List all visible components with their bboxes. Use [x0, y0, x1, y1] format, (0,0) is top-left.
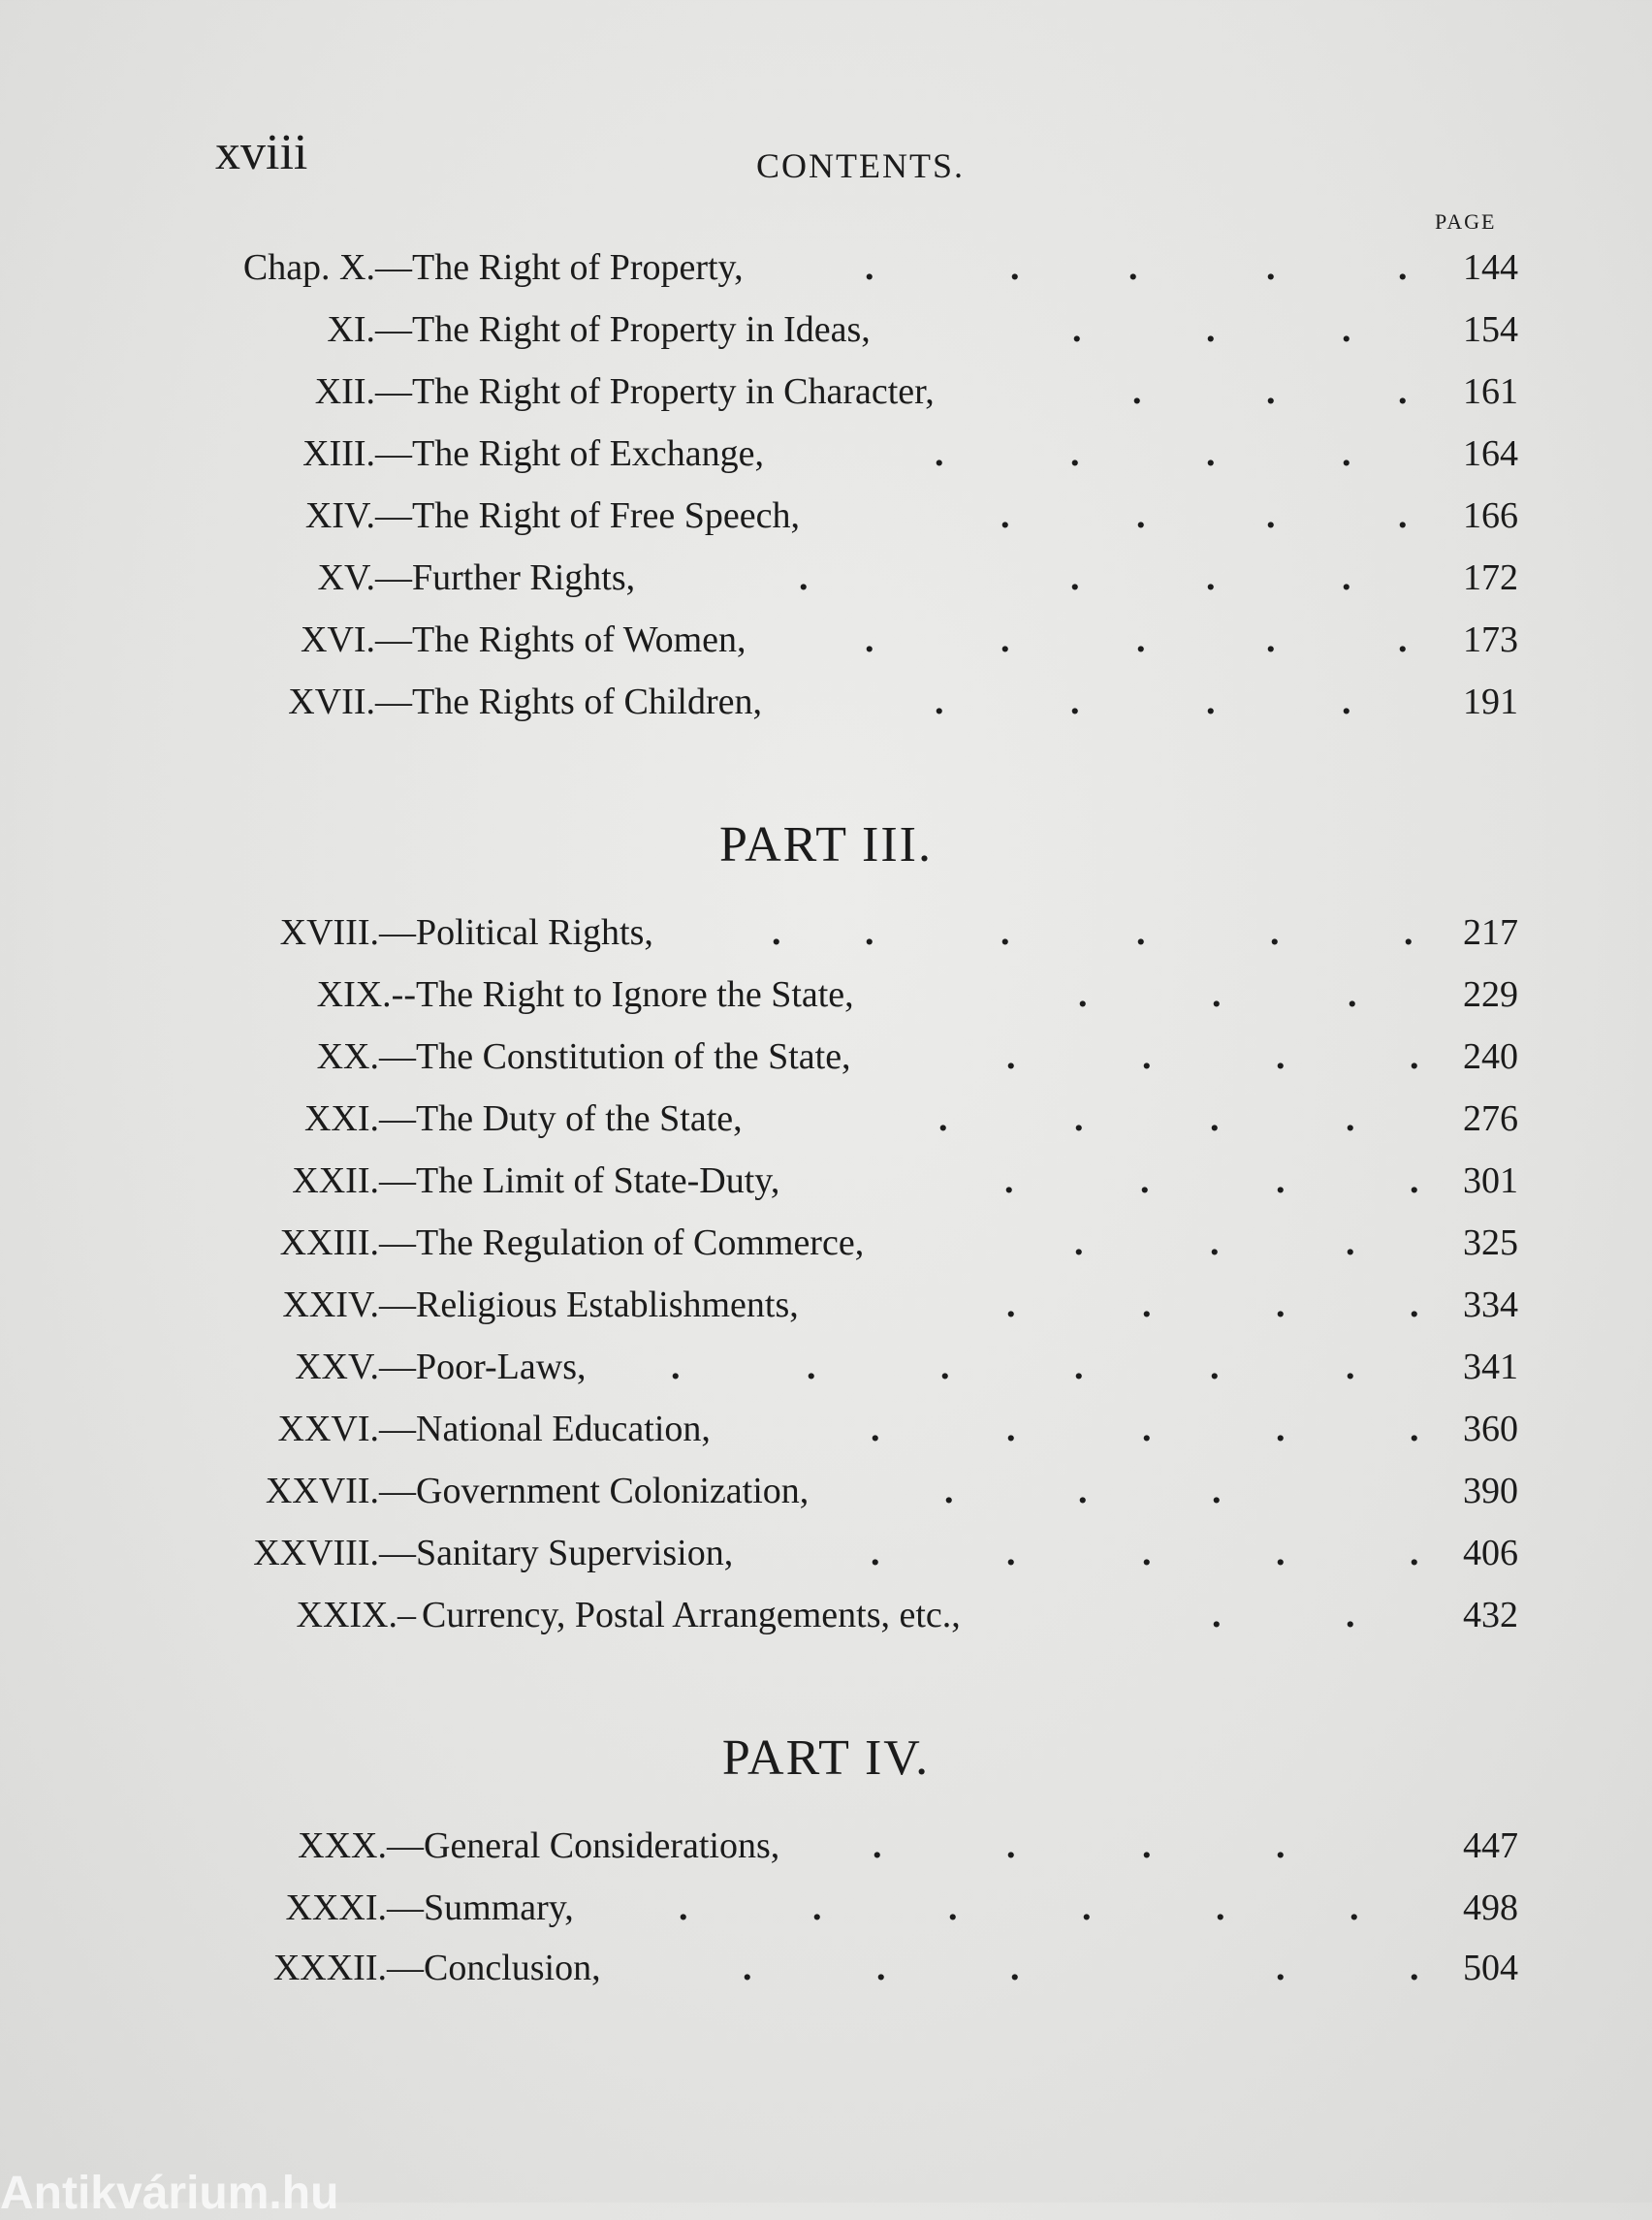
leader-dots: . . . . .: [865, 247, 1408, 288]
toc-entry: [0, 681, 1652, 735]
chapter-title: Summary,: [424, 1887, 574, 1928]
chapter-number: XV.—: [317, 557, 412, 598]
page-ref: 191: [1463, 682, 1518, 722]
toc-entry: [0, 1408, 1652, 1462]
leader-dots: . . . .: [1004, 1160, 1419, 1201]
chapter-title: Poor-Laws,: [416, 1347, 587, 1387]
page-ref: 406: [1463, 1533, 1518, 1573]
leader-dots: . . . . .: [865, 619, 1408, 660]
chapter-title: Sanitary Supervision,: [416, 1533, 734, 1573]
chapter-number: XXVII.—: [265, 1471, 416, 1511]
toc-entry: [0, 1346, 1652, 1400]
page-ref: 301: [1463, 1160, 1518, 1201]
toc-entry: [0, 973, 1652, 1028]
chapter-number: XXXI.—: [285, 1887, 424, 1928]
toc-entry: [0, 1947, 1652, 2001]
chapter-number: XI.—: [327, 309, 412, 350]
chapter-title: Government Colonization,: [416, 1471, 810, 1511]
leader-dots: . . . .: [935, 682, 1351, 722]
leader-dots: . . . . . .: [772, 912, 1414, 953]
page-ref: 390: [1463, 1471, 1518, 1511]
chapter-title: General Considerations,: [424, 1825, 780, 1866]
page-ref: 161: [1463, 371, 1518, 412]
chapter-number: XVIII.—: [279, 912, 416, 953]
leader-dots: . . . .: [1001, 495, 1408, 536]
chapter-number: Chap. X.—: [242, 247, 412, 288]
chapter-number: XXII.—: [292, 1160, 416, 1201]
page-ref: 172: [1463, 557, 1518, 598]
chapter-title: The Rights of Women,: [412, 619, 747, 660]
page-ref: 432: [1463, 1595, 1518, 1635]
chapter-number: XXI.—: [303, 1098, 416, 1139]
chapter-number: XXX.—: [298, 1825, 424, 1866]
part-iv-heading: PART IV.: [721, 1730, 931, 1786]
leader-dots: . . .: [944, 1471, 1222, 1511]
toc-entry: [0, 1159, 1652, 1214]
chapter-number: XVII.—: [288, 682, 412, 722]
chapter-number: XXVIII.—: [253, 1533, 416, 1573]
chapter-number: XXVI.—: [277, 1409, 416, 1449]
page-ref: 341: [1463, 1347, 1518, 1387]
page-number: xviii: [215, 125, 308, 180]
page-ref: 229: [1463, 974, 1518, 1015]
page-column-label: PAGE: [1435, 209, 1497, 234]
chapter-number: XXIV.—: [282, 1284, 416, 1325]
chapter-number: XVI.—: [300, 619, 412, 660]
leader-dots: . .: [1212, 1595, 1355, 1635]
chapter-number: XXIII.—: [279, 1222, 416, 1263]
chapter-title: The Right of Property in Ideas,: [412, 309, 871, 350]
leader-dots: . . .: [1132, 371, 1408, 412]
toc-entry: [0, 1284, 1652, 1338]
leader-dots: . . . .: [1006, 1284, 1419, 1325]
leader-dots: . . . . .: [743, 1948, 1419, 1988]
page-ref: 166: [1463, 495, 1518, 536]
leader-dots: . . . . . .: [671, 1347, 1355, 1387]
page-ref: 360: [1463, 1409, 1518, 1449]
chapter-title: Currency, Postal Arrangements, etc.,: [422, 1595, 961, 1635]
toc-entry: [0, 494, 1652, 549]
leader-dots: . . .: [1072, 309, 1351, 350]
leader-dots: . . . . .: [871, 1533, 1419, 1573]
leader-dots: . . . .: [1006, 1036, 1419, 1077]
page-ref: 504: [1463, 1948, 1518, 1988]
toc-entry: [0, 246, 1652, 301]
watermark: Antikvárium.hu: [0, 2168, 339, 2219]
leader-dots: . . . . . .: [679, 1887, 1359, 1928]
chapter-title: The Duty of the State,: [416, 1098, 743, 1139]
toc-entry: [0, 618, 1652, 673]
chapter-number: XIV.—: [304, 495, 412, 536]
toc-entry: [0, 1097, 1652, 1152]
chapter-number: XX.—: [316, 1036, 416, 1077]
toc-entry: [0, 432, 1652, 487]
toc-entry: [0, 1594, 1652, 1648]
chapter-title: The Right of Exchange,: [412, 433, 765, 474]
page-ref: 173: [1463, 619, 1518, 660]
page-ref: 325: [1463, 1222, 1518, 1263]
chapter-number: XII.—: [314, 371, 412, 412]
toc-entry: [0, 1532, 1652, 1586]
chapter-number: XIX.--: [316, 974, 416, 1015]
page-ref: 154: [1463, 309, 1518, 350]
toc-entry: [0, 1824, 1652, 1879]
toc-entry: [0, 1887, 1652, 1941]
chapter-number: XXXII.—: [272, 1948, 424, 1988]
leader-dots: . . . .: [935, 433, 1351, 474]
page-ref: 447: [1463, 1825, 1518, 1866]
toc-entry: [0, 1221, 1652, 1276]
toc-entry: [0, 308, 1652, 363]
chapter-title: The Right of Property in Character,: [412, 371, 935, 412]
chapter-title: Religious Establishments,: [416, 1284, 799, 1325]
page-ref: 498: [1463, 1887, 1518, 1928]
chapter-title: Political Rights,: [416, 912, 653, 953]
chapter-title: The Right of Free Speech,: [412, 495, 800, 536]
running-head: CONTENTS.: [756, 146, 965, 185]
chapter-title: The Right of Property,: [412, 247, 744, 288]
chapter-title: Further Rights,: [412, 557, 636, 598]
chapter-number: XXV.—: [295, 1347, 416, 1387]
chapter-title: The Constitution of the State,: [416, 1036, 851, 1077]
page-ref: 164: [1463, 433, 1518, 474]
chapter-title: Conclusion,: [424, 1948, 601, 1988]
chapter-title: The Regulation of Commerce,: [416, 1222, 865, 1263]
leader-dots: . . . .: [938, 1098, 1355, 1139]
chapter-title: National Education,: [416, 1409, 711, 1449]
leader-dots: . . . . .: [871, 1409, 1419, 1449]
chapter-title: The Limit of State-Duty,: [416, 1160, 780, 1201]
toc-entry: [0, 370, 1652, 425]
toc-entry: [0, 1035, 1652, 1090]
toc-entry: [0, 1470, 1652, 1524]
part-iii-heading: PART III.: [718, 817, 934, 872]
chapter-number: XIII.—: [302, 433, 412, 474]
chapter-title: The Rights of Children,: [412, 682, 762, 722]
chapter-number: XXIX.–: [296, 1595, 416, 1635]
leader-dots: . . .: [1078, 974, 1357, 1015]
leader-dots: . . .: [1074, 1222, 1355, 1263]
chapter-title: The Right to Ignore the State,: [416, 974, 854, 1015]
page-ref: 240: [1463, 1036, 1518, 1077]
page-ref: 217: [1463, 912, 1518, 953]
page-ref: 334: [1463, 1284, 1518, 1325]
leader-dots: . . . .: [873, 1825, 1286, 1866]
toc-entry: [0, 911, 1652, 966]
page-ref: 276: [1463, 1098, 1518, 1139]
leader-dots: . . . .: [799, 557, 1351, 598]
page-ref: 144: [1463, 247, 1518, 288]
toc-entry: [0, 556, 1652, 611]
